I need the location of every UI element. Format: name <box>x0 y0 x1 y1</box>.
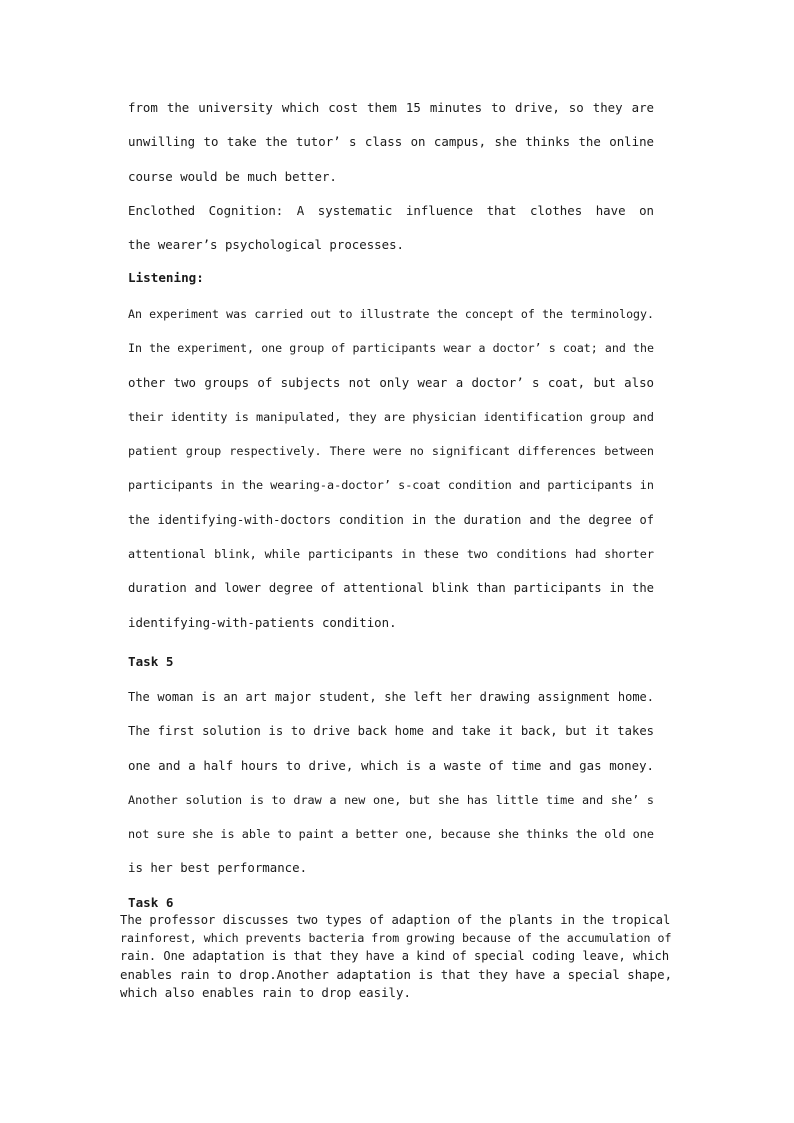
task5-line: The first solution is to drive back home and take it back, but it takes <box>128 724 654 739</box>
definition-line: Enclothed Cognition: A systematic influence that clothes have on <box>128 203 654 218</box>
definition-paragraph <box>128 194 654 263</box>
task5-line: is her best performance. <box>128 860 308 876</box>
task6-line: enables rain to drop.Another adaptation is that they have a special shape, <box>120 966 673 982</box>
task6-paragraph <box>120 911 672 1002</box>
intro-line: from the university which cost them 15 minutes to drive, so they are <box>128 100 654 115</box>
listening-line: attentional blink, while participants in these two conditions had shorter <box>128 547 654 562</box>
task5-line: The woman is an art major student, she left her drawing assignment home. <box>128 690 654 704</box>
task6-line: which also enables rain to drop easily. <box>120 984 411 1000</box>
task6-line: The professor discusses two types of adaption of the plants in the tropical <box>120 913 671 927</box>
listening-line: identifying-with-patients condition. <box>128 614 397 630</box>
intro-line: unwilling to take the tutor’ s class on campus, she thinks the online <box>128 134 654 150</box>
listening-line: patient group respectively. There were no significant differences between <box>128 444 654 459</box>
intro-line: course would be much better. <box>128 168 337 184</box>
task6-line: rain. One adaptation is that they have a kind of special coding leave, which <box>120 949 670 964</box>
task5-heading: Task 5 <box>128 654 174 669</box>
task5-paragraph <box>128 680 654 886</box>
definition-line: the wearer’s psychological processes. <box>128 237 405 253</box>
task6-heading: Task 6 <box>128 895 174 910</box>
listening-line: the identifying-with-doctors condition in the duration and the degree of <box>128 512 654 527</box>
intro-paragraph <box>128 91 654 194</box>
listening-line: participants in the wearing-a-doctor’ s-coat condition and participants in <box>128 478 654 493</box>
listening-line: duration and lower degree of attentional blink than participants in the <box>128 581 654 596</box>
task6-line: rainforest, which prevents bacteria from growing because of the accumulation of <box>120 931 672 946</box>
task5-line: one and a half hours to drive, which is a waste of time and gas money. <box>128 757 654 773</box>
listening-line: An experiment was carried out to illustrate the concept of the terminology. <box>128 307 654 321</box>
task5-line: not sure she is able to paint a better one, because she thinks the old one <box>128 827 654 842</box>
listening-line: In the experiment, one group of participants wear a doctor’ s coat; and the <box>128 341 654 356</box>
listening-line: other two groups of subjects not only wear a doctor’ s coat, but also <box>128 374 654 390</box>
task5-line: Another solution is to draw a new one, but she has little time and she’ s <box>128 792 654 807</box>
listening-heading: Listening: <box>128 270 204 285</box>
listening-line: their identity is manipulated, they are physician identification group and <box>128 409 654 424</box>
listening-paragraph <box>128 297 654 640</box>
